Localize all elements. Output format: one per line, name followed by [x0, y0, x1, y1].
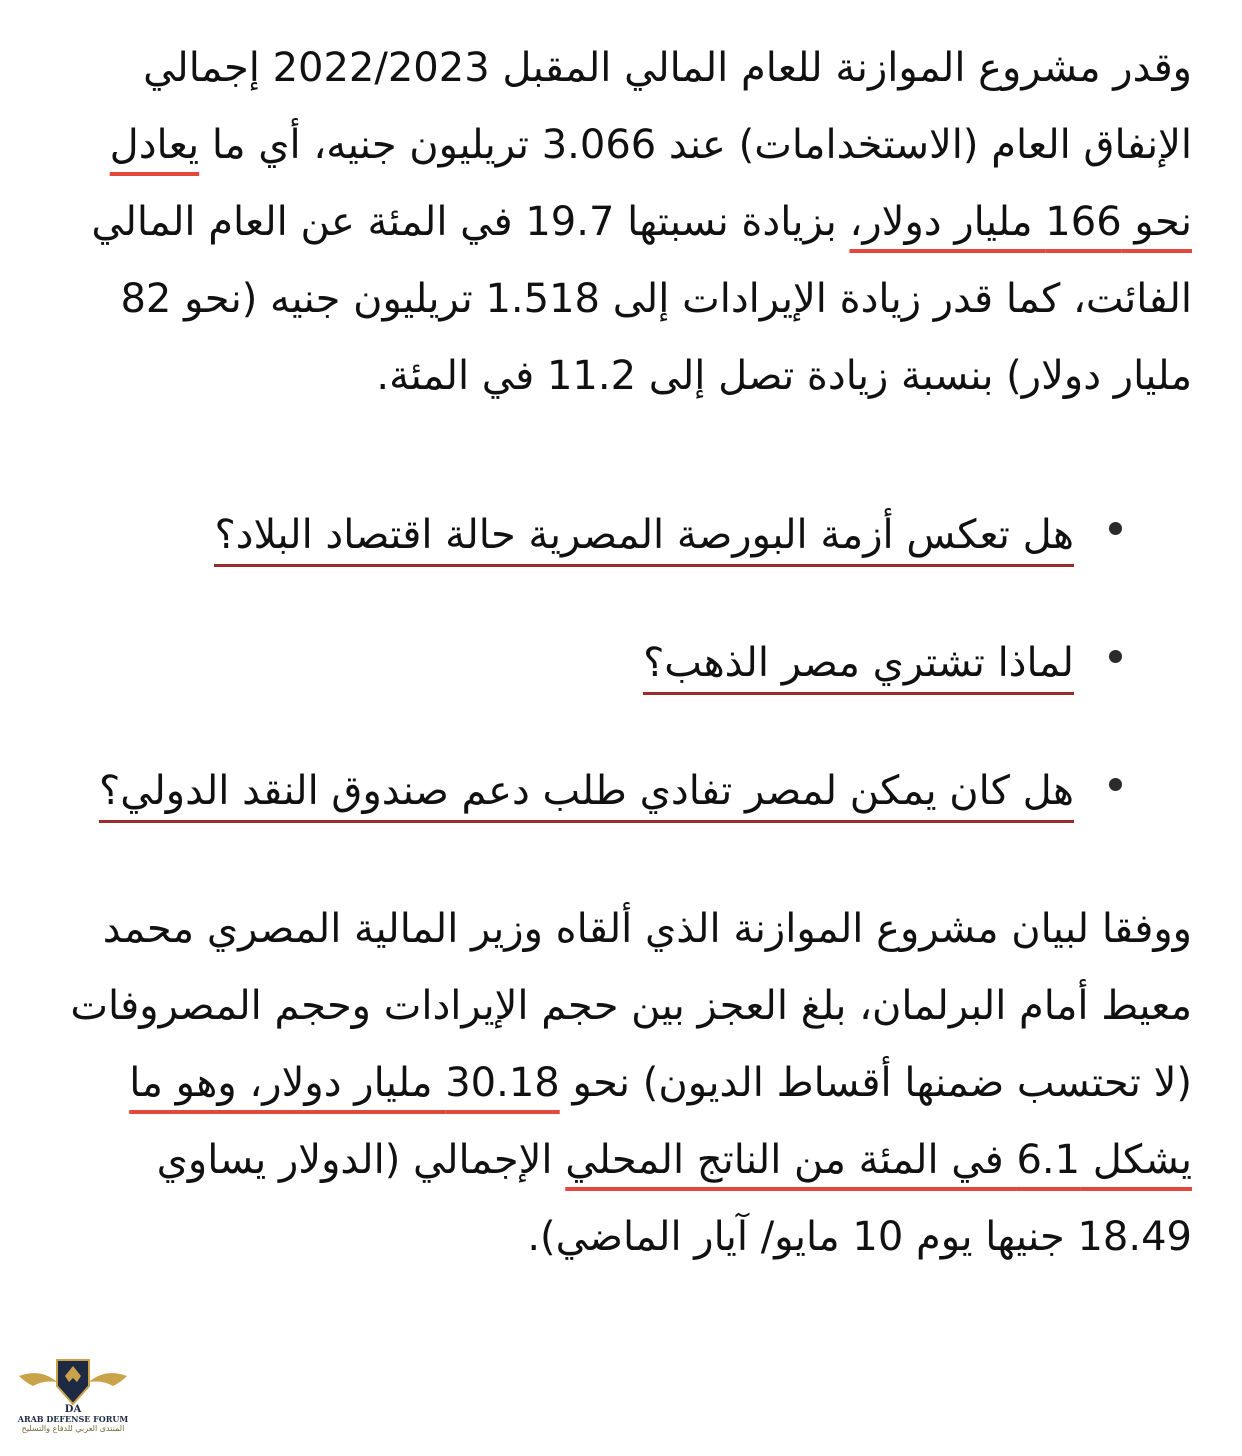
related-articles-list: [56, 495, 1192, 831]
bullet-icon: [1109, 778, 1122, 791]
paragraph-text: وقدر مشروع الموازنة للعام المالي المقبل 2022/2023 إجمالي الإنفاق العام (الاستخدامات) عند 3.066 تريليون جنيه، أي ما: [143, 45, 1192, 168]
bullet-icon: [1109, 650, 1122, 663]
forum-emblem-icon: [13, 1356, 133, 1414]
list-item: [56, 495, 1192, 575]
related-article-link[interactable]: هل تعكس أزمة البورصة المصرية حالة اقتصاد البلاد؟: [214, 512, 1074, 567]
paragraph-text: بزيادة نسبتها 19.7 في المئة عن العام المالي الفائت، كما قدر زيادة الإيرادات إلى 1.518 تريليون جنيه (نحو 82 مليار دولار) بنسبة زيادة تصل إلى 11.2 في المئة.: [91, 199, 1192, 399]
arab-defense-forum-watermark: [8, 1356, 138, 1452]
highlighted-phrase: 30.18 مليار دولار، وهو ما يشكل 6.1 في المئة من الناتج المحلي: [129, 1060, 1192, 1183]
budget-paragraph: [56, 30, 1192, 415]
related-article-link[interactable]: هل كان يمكن لمصر تفادي طلب دعم صندوق النقد الدولي؟: [99, 768, 1074, 823]
bullet-icon: [1109, 522, 1122, 535]
deficit-paragraph: [56, 891, 1192, 1276]
article-body: [56, 30, 1192, 1276]
forum-name-ar: المنتدى العربي للدفاع والتسليح: [21, 1424, 125, 1433]
paragraph-text: الإجمالي (الدولار يساوي 18.49 جنيها يوم 10 مايو/ آيار الماضي).: [156, 1137, 1192, 1260]
paragraph-text: ووفقا لبيان مشروع الموازنة الذي ألقاه وزير المالية المصري محمد معيط أمام البرلمان، بلغ العجز بين حجم الإيرادات وحجم المصروفات (لا تحتسب ضمنها أقساط الديون) نحو: [70, 906, 1192, 1106]
forum-name-en: ARAB DEFENSE FORUM: [17, 1414, 129, 1424]
list-item: [56, 623, 1192, 703]
forum-monogram: DA: [64, 1404, 82, 1414]
list-item: [56, 751, 1192, 831]
highlighted-phrase: يعادل نحو 166 مليار دولار،: [109, 122, 1192, 245]
related-article-link[interactable]: لماذا تشتري مصر الذهب؟: [643, 640, 1074, 695]
